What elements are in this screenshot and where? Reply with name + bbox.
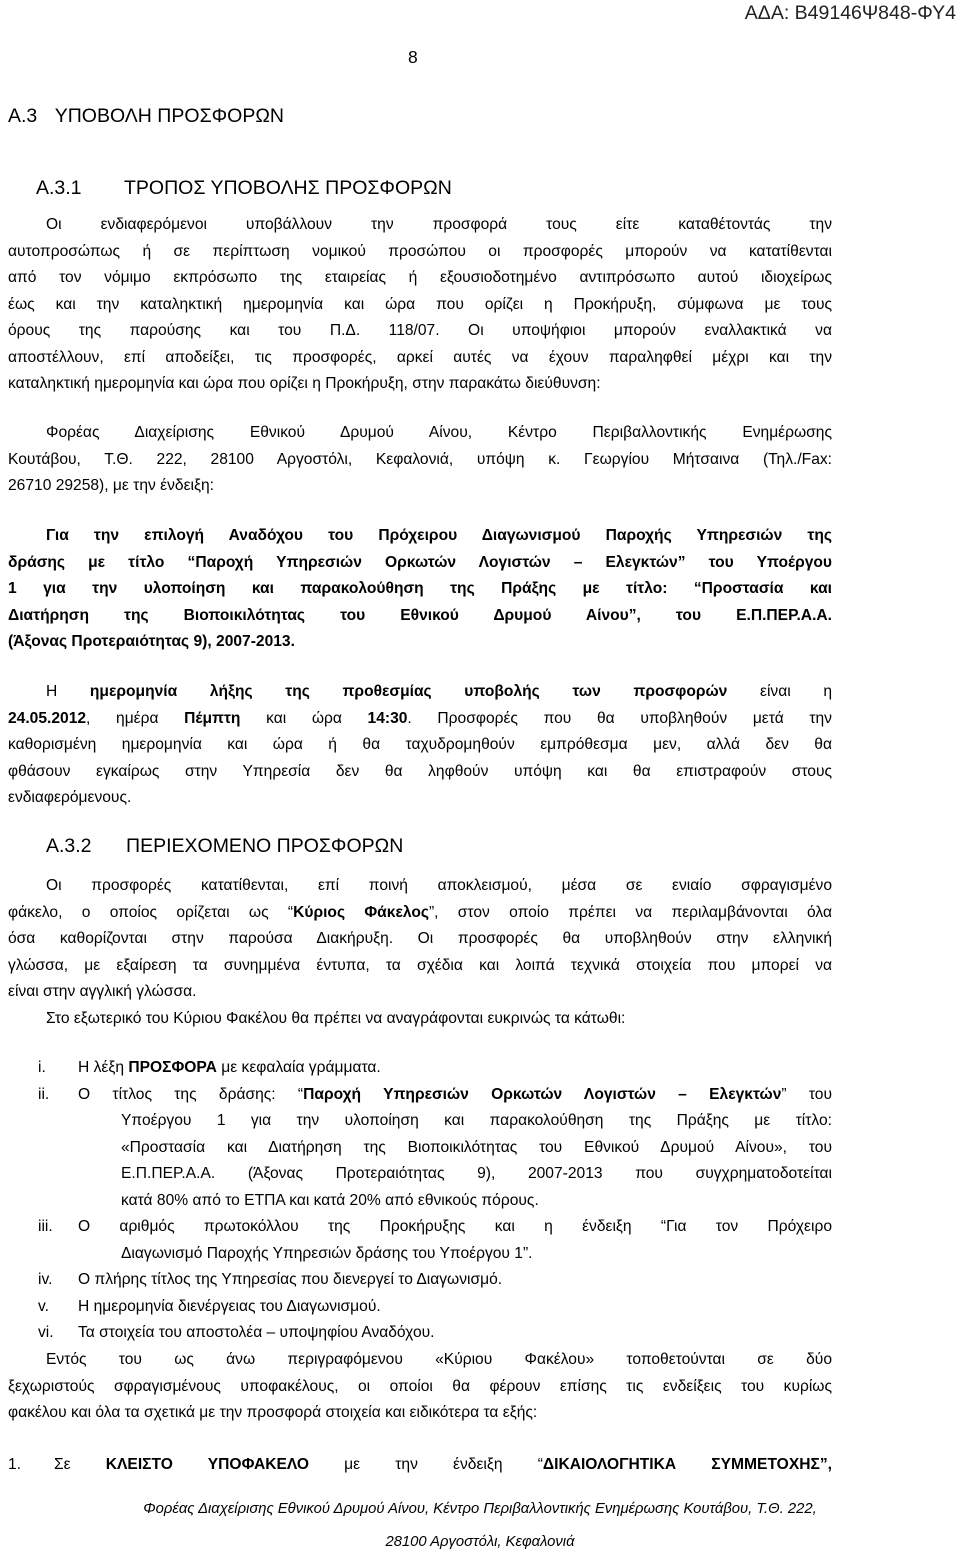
numbered-item xyxy=(8,1452,832,1479)
text-run: με την ένδειξη “ xyxy=(308,1456,543,1473)
text-line: Φορέας Διαχείρισης Εθνικού Δρυμού Αίνου, Κέντρο Περιβαλλοντικής Ενημέρωσης xyxy=(46,424,832,441)
footer-line: Φορέας Διαχείρισης Εθνικού Δρυμού Αίνου, Κέντρο Περιβαλλοντικής Ενημέρωσης Κουτάβου, Τ.Θ. 222, xyxy=(143,1501,817,1517)
text-line: καταληκτική ημερομηνία και ώρα που ορίζει η Προκήρυξη, στην παρακάτω διεύθυνση: xyxy=(8,375,601,392)
address-paragraph xyxy=(8,420,832,500)
page-number: 8 xyxy=(408,47,418,67)
list-item xyxy=(8,1267,832,1294)
text-run-bold: ΔΙΚΑΙΟΛΟΓΗΤΙΚΑ ΣΥΜΜΕΤΟΧΗΣ xyxy=(542,1456,820,1473)
text-run-bold: Παροχή Υπηρεσιών Ορκωτών Λογιστών – Ελεγκτών xyxy=(303,1085,782,1103)
text-line: φθάσουν εγκαίρως στην Υπηρεσία δεν θα ληφθούν υπόψη και θα επιστραφούν στους xyxy=(8,762,832,780)
deadline-date: 24.05.2012 xyxy=(8,709,87,727)
subsection-2-title: ΠΕΡΙΕΧΟΜΕΝΟ ΠΡΟΣΦΟΡΩΝ xyxy=(126,835,404,857)
text-line: αυτοπροσώπως ή σε περίπτωση νομικού προσώπου οι προσφορές μπορούν να κατατίθενται xyxy=(8,242,832,260)
text-line: Οι προσφορές κατατίθενται, επί ποινή αποκλεισμού, μέσα σε ενιαίο σφραγισμένο xyxy=(46,877,832,894)
text-line: Για την επιλογή Αναδόχου του Πρόχειρου Διαγωνισμού Παροχής Υπηρεσιών της xyxy=(46,527,832,544)
text-line: φακέλου και όλα τα σχετικά με την προσφορά στοιχεία και ειδικότερα τα εξής: xyxy=(8,1404,538,1421)
deadline-time: 14:30 xyxy=(367,709,408,727)
text-run: με κεφαλαία γράμματα. xyxy=(216,1059,381,1076)
text-run: και ώρα xyxy=(240,709,368,727)
list-item xyxy=(8,1055,832,1082)
section-heading-number: Α.3 xyxy=(8,105,38,127)
deadline-day: Πέμπτη xyxy=(184,709,241,727)
text-line: είναι στην αγγλική γλώσσα. xyxy=(8,983,197,1000)
text-line: Οι ενδιαφερόμενοι υποβάλλουν την προσφορά τους είτε καταθέτοντάς την xyxy=(46,216,832,233)
text-run-bold: ΠΡΟΣΦΟΡΑ xyxy=(128,1059,217,1076)
text-run: ”, xyxy=(819,1456,832,1473)
text-run: , ημέρα xyxy=(86,709,185,727)
list-item-text xyxy=(54,1452,832,1479)
text-line: όσα καθορίζονται στην παρούσα Διακήρυξη. Οι προσφορές θα υποβληθούν στην ελληνική xyxy=(8,930,832,947)
list-item-text: Η ημερομηνία διενέργειας του Διαγωνισμού. xyxy=(78,1297,381,1315)
list-marker: vi. xyxy=(38,1324,54,1341)
main-envelope-term: Κύριος Φάκελος xyxy=(293,903,429,921)
text-line: Διαγωνισμό Παροχής Υπηρεσιών δράσης του Υποέργου 1”. xyxy=(121,1244,533,1262)
section-heading xyxy=(8,105,284,128)
text-line: Διατήρηση της Βιοποικιλότητας του Εθνικού Δρυμού Αίνου”, του Ε.Π.ΠΕΡ.Α.Α. xyxy=(8,606,832,624)
deadline-paragraph xyxy=(8,679,832,812)
text-line: έως και την καταληκτική ημερομηνία και ώρα που ορίζει η Προκήρυξη, σύμφωνα με τους xyxy=(8,295,832,313)
section-heading-title: ΥΠΟΒΟΛΗ ΠΡΟΣΦΟΡΩΝ xyxy=(54,105,285,127)
list-item xyxy=(8,1320,832,1347)
subsection-heading-1 xyxy=(36,177,452,200)
list-marker: iv. xyxy=(38,1271,53,1288)
list-item xyxy=(8,1214,832,1241)
text-run-bold: ΚΛΕΙΣΤΟ ΥΠΟΦΑΚΕΛΟ xyxy=(105,1456,309,1473)
content-paragraph xyxy=(8,873,832,1032)
text-run: Η λέξη xyxy=(78,1059,129,1076)
envelope-label xyxy=(8,523,832,656)
list-item-text xyxy=(78,1082,832,1109)
text-line: δράσης με τίτλο “Παροχή Υπηρεσιών Ορκωτών Λογιστών – Ελεγκτών” του Υποέργου xyxy=(8,553,832,571)
text-line: από τον νόμιμο εκπρόσωπο της εταιρείας ή εξουσιοδοτημένο αντιπρόσωπο αυτού ιδιοχείρως xyxy=(8,269,832,286)
text-run: Σε xyxy=(54,1456,106,1473)
text-line: 1 για την υλοποίηση και παρακολούθηση της Πράξης με τίτλο: “Προστασία και xyxy=(8,580,832,597)
text-line: καθορισμένη ημερομηνία και ώρα ή θα ταχυδρομηθούν εμπρόθεσμα μεν, αλλά δεν θα xyxy=(8,736,832,753)
text-line: (Άξονας Προτεραιότητας 9), 2007-2013. xyxy=(8,633,295,650)
text-line xyxy=(8,679,832,706)
list-marker: v. xyxy=(38,1297,49,1315)
text-line: Εντός του ως άνω περιγραφόμενου «Κύριου Φακέλου» τοποθετούνται σε δύο xyxy=(46,1351,832,1368)
sub-envelopes-paragraph xyxy=(8,1347,832,1427)
submission-paragraph xyxy=(8,212,832,398)
list-item xyxy=(8,1294,832,1321)
list-item-text: Ο αριθμός πρωτοκόλλου της Προκήρυξης και η ένδειξη “Για τον Πρόχειρο xyxy=(78,1218,832,1235)
text-line: 26710 29258), με την ένδειξη: xyxy=(8,477,214,494)
subsection-heading-2 xyxy=(46,835,403,858)
subsection-1-title: ΤΡΟΠΟΣ ΥΠΟΒΟΛΗΣ ΠΡΟΣΦΟΡΩΝ xyxy=(124,177,452,199)
page-footer xyxy=(0,1493,960,1559)
list-marker: i. xyxy=(38,1059,46,1076)
text-line xyxy=(8,706,832,733)
text-line: Ε.Π.ΠΕΡ.Α.Α. (Άξονας Προτεραιότητας 9), 2007-2013 που συγχρηματοδοτείται xyxy=(121,1165,832,1182)
text-run-bold: ημερομηνία λήξης της προθεσμίας υποβολής των προσφορών xyxy=(89,683,728,700)
text-line: Στο εξωτερικό του Κύριου Φακέλου θα πρέπει να αναγράφονται ευκρινώς τα κάτωθι: xyxy=(46,1009,626,1027)
text-line: Κουτάβου, Τ.Θ. 222, 28100 Αργοστόλι, Κεφαλονιά, υπόψη κ. Γεωργίου Μήτσαινα (Τηλ./Fax: xyxy=(8,450,832,468)
text-run: είναι η xyxy=(727,683,833,700)
list-item-text xyxy=(78,1055,832,1082)
text-run: Η xyxy=(46,683,90,700)
text-line: γλώσσα, με εξαίρεση τα συνημμένα έντυπα, τα σχέδια και λοιπά τεχνικά στοιχεία που μπορεί να xyxy=(8,956,832,974)
list-item xyxy=(8,1452,832,1479)
list-item xyxy=(8,1082,832,1109)
text-line: όρους της παρούσης και του Π.Δ. 118/07. Οι υποψήφιοι μπορούν εναλλακτικά να xyxy=(8,322,832,339)
text-run: ”, στον οποίο πρέπει να περιλαμβάνονται όλα xyxy=(428,903,832,921)
envelope-requirements-list xyxy=(8,1055,832,1347)
text-run: . Προσφορές που θα υποβληθούν μετά την xyxy=(407,709,832,727)
text-run: Ο τίτλος της δράσης: “ xyxy=(78,1085,304,1103)
footer-line: 28100 Αργοστόλι, Κεφαλονιά xyxy=(385,1534,575,1550)
list-marker: iii. xyxy=(38,1218,53,1235)
ada-code: ΑΔΑ: Β49146Ψ848-ΦΥ4 xyxy=(744,2,956,24)
text-line: ξεχωριστούς σφραγισμένους υποφακέλους, οι οποίοι θα φέρουν επίσης τις ενδείξεις του κυρίως xyxy=(8,1377,832,1395)
list-marker: ii. xyxy=(38,1085,50,1103)
list-marker: 1. xyxy=(8,1456,22,1473)
text-line: ενδιαφερόμενους. xyxy=(8,789,132,806)
text-line: κατά 80% από το ΕΤΠΑ και κατά 20% από εθνικούς πόρους. xyxy=(121,1191,539,1209)
subsection-2-number: Α.3.2 xyxy=(46,835,92,857)
list-item-text: Τα στοιχεία του αποστολέα – υποψηφίου Αναδόχου. xyxy=(78,1324,435,1341)
text-run: ” του xyxy=(781,1085,833,1103)
text-line: «Προστασία και Διατήρηση της Βιοποικιλότητας του Εθνικού Δρυμού Αίνου», του xyxy=(121,1138,832,1156)
text-line: αποστέλλουν, επί αποδείξει, τις προσφορές, αρκεί αυτές να έχουν παραληφθεί μέχρι και την xyxy=(8,348,832,366)
text-line: Υποέργου 1 για την υλοποίηση και παρακολούθηση της Πράξης με τίτλο: xyxy=(121,1112,832,1129)
list-item-text: Ο πλήρης τίτλος της Υπηρεσίας που διενεργεί το Διαγωνισμό. xyxy=(78,1271,503,1288)
subsection-1-number: Α.3.1 xyxy=(36,177,82,199)
text-run: φάκελο, ο οποίος ορίζεται ως “ xyxy=(8,903,294,921)
text-line xyxy=(8,900,832,927)
